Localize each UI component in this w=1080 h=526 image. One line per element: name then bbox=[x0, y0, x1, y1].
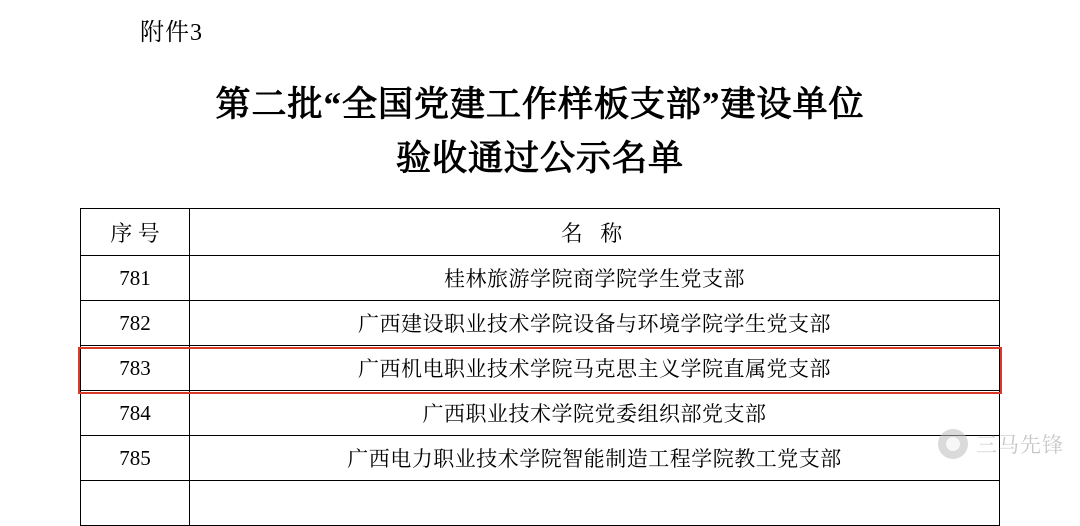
page-title-line2: 验收通过公示名单 bbox=[395, 139, 684, 179]
column-header-name: 名 称 bbox=[190, 209, 1000, 256]
table-header-row bbox=[81, 209, 1000, 256]
row-name: 广西职业技术学院党委组织部党支部 bbox=[190, 391, 1000, 436]
row-name: 广西电力职业技术学院智能制造工程学院教工党支部 bbox=[190, 436, 1000, 481]
table-header bbox=[81, 209, 1000, 256]
table-row bbox=[81, 436, 1000, 481]
row-no: 784 bbox=[81, 391, 190, 436]
page-title bbox=[80, 78, 1000, 187]
listing-table bbox=[80, 208, 1000, 526]
table-body bbox=[81, 256, 1000, 526]
row-name: 广西建设职业技术学院设备与环境学院学生党支部 bbox=[190, 301, 1000, 346]
column-header-no: 序 号 bbox=[81, 209, 190, 256]
watermark-label: 三马先锋 bbox=[976, 433, 1064, 457]
row-name: 广西机电职业技术学院马克思主义学院直属党支部 bbox=[190, 346, 1000, 391]
row-no bbox=[81, 481, 190, 526]
row-name: 桂林旅游学院商学院学生党支部 bbox=[190, 256, 1000, 301]
row-no: 785 bbox=[81, 436, 190, 481]
row-no: 783 bbox=[81, 346, 190, 391]
row-no: 782 bbox=[81, 301, 190, 346]
page-title-line1: 第二批“全国党建工作样板支部”建设单位 bbox=[215, 85, 865, 124]
attachment-label: 附件3 bbox=[140, 20, 203, 46]
table-row bbox=[81, 391, 1000, 436]
watermark bbox=[938, 429, 1064, 459]
listing-table-wrapper bbox=[80, 208, 1000, 526]
table-row bbox=[81, 301, 1000, 346]
table-row bbox=[81, 481, 1000, 526]
row-name bbox=[190, 481, 1000, 526]
table-row bbox=[81, 256, 1000, 301]
watermark-logo-icon bbox=[938, 429, 968, 459]
table-row-highlighted bbox=[81, 346, 1000, 391]
row-no: 781 bbox=[81, 256, 190, 301]
